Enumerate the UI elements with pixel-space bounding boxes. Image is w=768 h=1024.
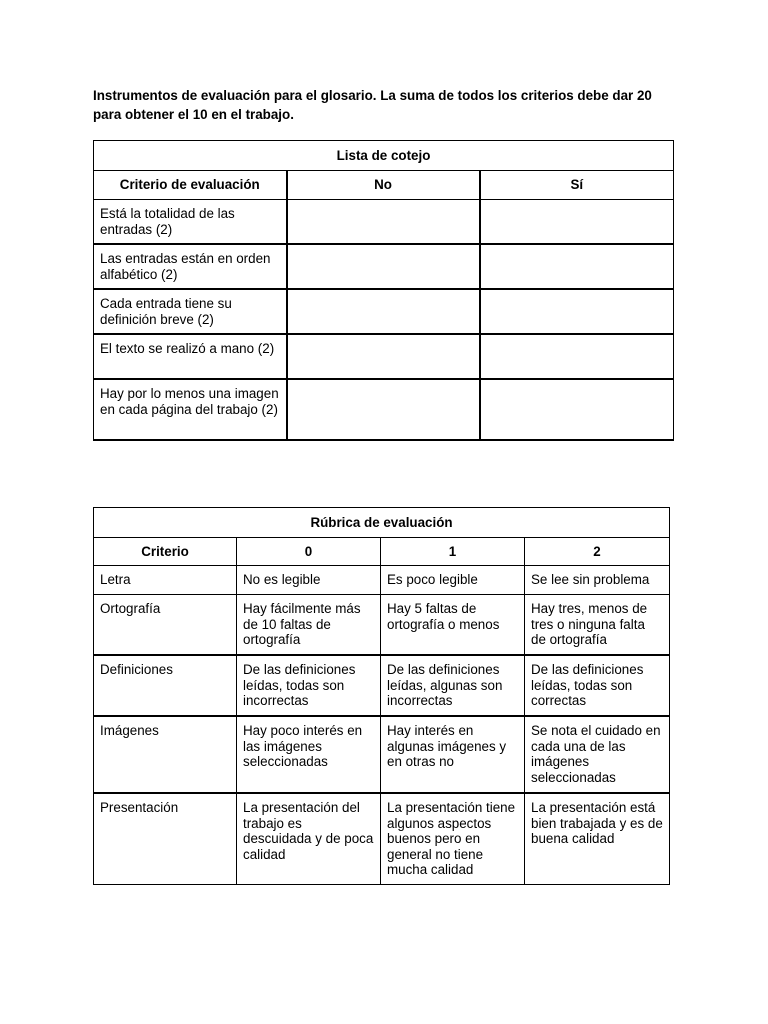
checklist-no-cell xyxy=(287,289,480,334)
checklist-criterion: Las entradas están en orden alfabético (2) xyxy=(94,244,287,289)
rubric-header-criterion: Criterio xyxy=(94,538,237,566)
rubric-header-score-2: 2 xyxy=(525,538,670,566)
rubric-table xyxy=(93,507,670,885)
rubric-cell-0: No es legible xyxy=(237,566,381,595)
rubric-cell-2: Se lee sin problema xyxy=(525,566,670,595)
checklist-criterion: Cada entrada tiene su definición breve (2) xyxy=(94,289,287,334)
intro-paragraph: Instrumentos de evaluación para el glosario. La suma de todos los criterios debe dar 20 para obtener el 10 en el trabajo. xyxy=(93,88,652,122)
rubric-cell-0: Hay poco interés en las imágenes seleccionadas xyxy=(237,716,381,793)
checklist-no-cell xyxy=(287,379,480,440)
checklist-title: Lista de cotejo xyxy=(94,141,674,171)
checklist-no-cell xyxy=(287,244,480,289)
rubric-title: Rúbrica de evaluación xyxy=(94,508,670,538)
table-row xyxy=(94,566,670,595)
rubric-criterion: Presentación xyxy=(94,793,237,884)
checklist-criterion: Está la totalidad de las entradas (2) xyxy=(94,200,287,245)
table-row xyxy=(94,289,674,334)
rubric-cell-0: La presentación del trabajo es descuidada y de poca calidad xyxy=(237,793,381,884)
rubric-cell-2: La presentación está bien trabajada y es de buena calidad xyxy=(525,793,670,884)
table-row xyxy=(94,244,674,289)
rubric-cell-1: Hay 5 faltas de ortografía o menos xyxy=(381,595,525,656)
rubric-criterion: Definiciones xyxy=(94,655,237,716)
checklist-si-cell xyxy=(480,334,674,379)
checklist-header-si: Sí xyxy=(480,171,674,200)
checklist-header-no: No xyxy=(287,171,480,200)
rubric-cell-0: Hay fácilmente más de 10 faltas de ortografía xyxy=(237,595,381,656)
table-row xyxy=(94,334,674,379)
checklist-no-cell xyxy=(287,200,480,245)
rubric-header-score-0: 0 xyxy=(237,538,381,566)
rubric-cell-2: Se nota el cuidado en cada una de las imágenes seleccionadas xyxy=(525,716,670,793)
table-row xyxy=(94,655,670,716)
checklist-si-cell xyxy=(480,289,674,334)
checklist-si-cell xyxy=(480,200,674,245)
table-row xyxy=(94,595,670,656)
rubric-criterion: Ortografía xyxy=(94,595,237,656)
checklist-criterion: Hay por lo menos una imagen en cada página del trabajo (2) xyxy=(94,379,287,440)
rubric-criterion: Letra xyxy=(94,566,237,595)
table-row xyxy=(94,793,670,884)
rubric-cell-1: De las definiciones leídas, algunas son incorrectas xyxy=(381,655,525,716)
table-row xyxy=(94,716,670,793)
checklist-no-cell xyxy=(287,334,480,379)
checklist-si-cell xyxy=(480,244,674,289)
rubric-criterion: Imágenes xyxy=(94,716,237,793)
checklist-header-criterion: Criterio de evaluación xyxy=(94,171,287,200)
rubric-cell-2: Hay tres, menos de tres o ninguna falta de ortografía xyxy=(525,595,670,656)
rubric-cell-2: De las definiciones leídas, todas son correctas xyxy=(525,655,670,716)
rubric-cell-1: La presentación tiene algunos aspectos buenos pero en general no tiene mucha calidad xyxy=(381,793,525,884)
rubric-cell-1: Es poco legible xyxy=(381,566,525,595)
rubric-cell-1: Hay interés en algunas imágenes y en otras no xyxy=(381,716,525,793)
table-row xyxy=(94,200,674,245)
table-row xyxy=(94,379,674,440)
rubric-cell-0: De las definiciones leídas, todas son incorrectas xyxy=(237,655,381,716)
checklist-si-cell xyxy=(480,379,674,440)
checklist-criterion: El texto se realizó a mano (2) xyxy=(94,334,287,379)
rubric-header-score-1: 1 xyxy=(381,538,525,566)
checklist-table xyxy=(93,140,674,441)
